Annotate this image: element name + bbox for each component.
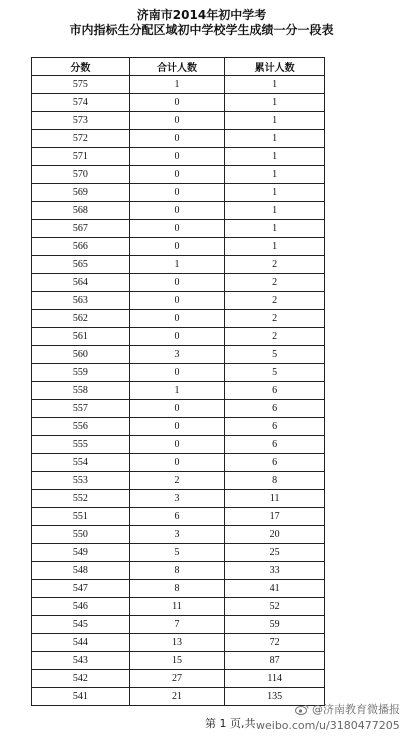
cell-count: 0 (129, 130, 225, 148)
cell-score: 551 (32, 508, 130, 526)
table-row (32, 616, 325, 634)
cell-cumulative: 8 (225, 472, 325, 490)
cell-cumulative: 17 (225, 508, 325, 526)
cell-cumulative: 114 (225, 670, 325, 688)
cell-cumulative: 1 (225, 202, 325, 220)
cell-count: 0 (129, 220, 225, 238)
cell-count: 0 (129, 400, 225, 418)
header-cumulative: 累计人数 (225, 58, 325, 76)
table-row (32, 166, 325, 184)
table-body (32, 76, 325, 706)
cell-cumulative: 6 (225, 382, 325, 400)
cell-count: 0 (129, 238, 225, 256)
table-row (32, 292, 325, 310)
cell-score: 568 (32, 202, 130, 220)
cell-score: 548 (32, 562, 130, 580)
table-row (32, 688, 325, 706)
cell-score: 543 (32, 652, 130, 670)
cell-score: 570 (32, 166, 130, 184)
table-row (32, 670, 325, 688)
cell-count: 11 (129, 598, 225, 616)
cell-score: 545 (32, 616, 130, 634)
cell-cumulative: 2 (225, 292, 325, 310)
table-row (32, 274, 325, 292)
cell-count: 0 (129, 436, 225, 454)
cell-count: 0 (129, 274, 225, 292)
table-row (32, 148, 325, 166)
cell-cumulative: 52 (225, 598, 325, 616)
cell-score: 550 (32, 526, 130, 544)
cell-count: 1 (129, 256, 225, 274)
cell-count: 15 (129, 652, 225, 670)
cell-cumulative: 2 (225, 256, 325, 274)
cell-cumulative: 6 (225, 454, 325, 472)
cell-score: 559 (32, 364, 130, 382)
cell-score: 567 (32, 220, 130, 238)
table-row (32, 238, 325, 256)
cell-score: 554 (32, 454, 130, 472)
cell-count: 8 (129, 580, 225, 598)
weibo-icon (295, 704, 309, 715)
cell-cumulative: 87 (225, 652, 325, 670)
table-row (32, 94, 325, 112)
cell-cumulative: 72 (225, 634, 325, 652)
cell-cumulative: 1 (225, 130, 325, 148)
cell-score: 552 (32, 490, 130, 508)
cell-count: 8 (129, 562, 225, 580)
cell-count: 27 (129, 670, 225, 688)
table-row (32, 184, 325, 202)
cell-count: 0 (129, 148, 225, 166)
header-score: 分数 (32, 58, 130, 76)
cell-score: 558 (32, 382, 130, 400)
table-row (32, 454, 325, 472)
cell-cumulative: 1 (225, 76, 325, 94)
table-row (32, 418, 325, 436)
cell-count: 0 (129, 364, 225, 382)
cell-cumulative: 5 (225, 346, 325, 364)
table-header-row (32, 58, 325, 76)
table-row (32, 508, 325, 526)
table-row (32, 472, 325, 490)
cell-cumulative: 6 (225, 400, 325, 418)
cell-score: 572 (32, 130, 130, 148)
table-row (32, 76, 325, 94)
document-subtitle: 市内指标生分配区域初中学校学生成绩一分一段表 (69, 23, 334, 37)
cell-score: 563 (32, 292, 130, 310)
table-row (32, 436, 325, 454)
cell-score: 542 (32, 670, 130, 688)
cell-count: 21 (129, 688, 225, 706)
cell-count: 7 (129, 616, 225, 634)
cell-cumulative: 1 (225, 166, 325, 184)
table-row (32, 400, 325, 418)
cell-cumulative: 25 (225, 544, 325, 562)
watermark-url: weibo.com/u/3180477205 (256, 719, 400, 732)
cell-cumulative: 2 (225, 328, 325, 346)
watermark-account-text: @济南教育微播报 (312, 703, 400, 716)
cell-cumulative: 2 (225, 274, 325, 292)
cell-count: 0 (129, 94, 225, 112)
document-title: 济南市2014年初中学考 (136, 8, 267, 22)
cell-count: 5 (129, 544, 225, 562)
cell-cumulative: 1 (225, 94, 325, 112)
table-row (32, 652, 325, 670)
cell-count: 2 (129, 472, 225, 490)
cell-score: 557 (32, 400, 130, 418)
cell-cumulative: 1 (225, 220, 325, 238)
cell-score: 565 (32, 256, 130, 274)
cell-count: 0 (129, 418, 225, 436)
table-row (32, 634, 325, 652)
table-row (32, 544, 325, 562)
score-table (31, 57, 325, 706)
cell-count: 0 (129, 184, 225, 202)
table-row (32, 256, 325, 274)
cell-cumulative: 1 (225, 112, 325, 130)
cell-count: 0 (129, 112, 225, 130)
cell-score: 564 (32, 274, 130, 292)
cell-count: 1 (129, 382, 225, 400)
cell-count: 3 (129, 346, 225, 364)
cell-count: 0 (129, 166, 225, 184)
cell-score: 560 (32, 346, 130, 364)
cell-score: 566 (32, 238, 130, 256)
cell-count: 13 (129, 634, 225, 652)
cell-cumulative: 2 (225, 310, 325, 328)
cell-score: 541 (32, 688, 130, 706)
cell-cumulative: 20 (225, 526, 325, 544)
cell-count: 0 (129, 310, 225, 328)
cell-cumulative: 1 (225, 148, 325, 166)
cell-score: 574 (32, 94, 130, 112)
cell-score: 555 (32, 436, 130, 454)
table-row (32, 490, 325, 508)
table-row (32, 130, 325, 148)
table-row (32, 310, 325, 328)
cell-score: 549 (32, 544, 130, 562)
cell-cumulative: 1 (225, 184, 325, 202)
cell-score: 544 (32, 634, 130, 652)
cell-cumulative: 41 (225, 580, 325, 598)
table-row (32, 562, 325, 580)
cell-score: 553 (32, 472, 130, 490)
table-row (32, 598, 325, 616)
page-footer: 第 1 页,共 (205, 717, 256, 730)
cell-cumulative: 6 (225, 436, 325, 454)
cell-score: 547 (32, 580, 130, 598)
watermark-account (295, 701, 400, 717)
cell-cumulative: 135 (225, 688, 325, 706)
cell-score: 571 (32, 148, 130, 166)
cell-cumulative: 59 (225, 616, 325, 634)
cell-count: 0 (129, 328, 225, 346)
cell-count: 3 (129, 526, 225, 544)
cell-count: 1 (129, 76, 225, 94)
cell-count: 0 (129, 454, 225, 472)
cell-cumulative: 5 (225, 364, 325, 382)
table-row (32, 526, 325, 544)
cell-count: 0 (129, 292, 225, 310)
cell-cumulative: 11 (225, 490, 325, 508)
header-count: 合计人数 (129, 58, 225, 76)
cell-score: 561 (32, 328, 130, 346)
table-row (32, 328, 325, 346)
cell-cumulative: 33 (225, 562, 325, 580)
table-row (32, 112, 325, 130)
table-row (32, 382, 325, 400)
cell-score: 546 (32, 598, 130, 616)
table-row (32, 346, 325, 364)
cell-count: 3 (129, 490, 225, 508)
cell-score: 556 (32, 418, 130, 436)
cell-score: 569 (32, 184, 130, 202)
table-row (32, 202, 325, 220)
table-row (32, 364, 325, 382)
cell-score: 562 (32, 310, 130, 328)
cell-cumulative: 6 (225, 418, 325, 436)
table-row (32, 580, 325, 598)
table-row (32, 220, 325, 238)
cell-count: 6 (129, 508, 225, 526)
cell-score: 573 (32, 112, 130, 130)
cell-cumulative: 1 (225, 238, 325, 256)
cell-count: 0 (129, 202, 225, 220)
cell-score: 575 (32, 76, 130, 94)
